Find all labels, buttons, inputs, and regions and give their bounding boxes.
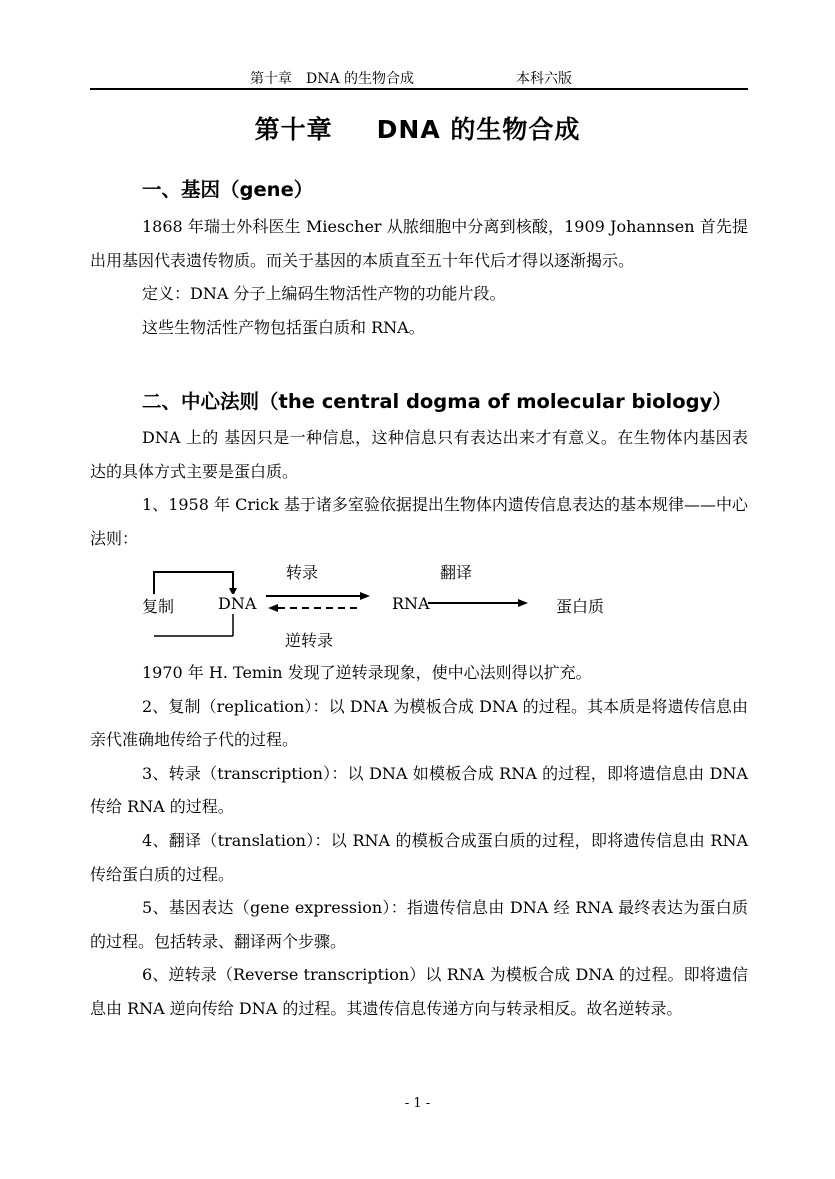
label-protein: 蛋白质 [556,597,605,616]
reverse-transcription-arrowhead [268,604,278,612]
section-body-central-dogma [90,656,748,1026]
label-rna: RNA [392,594,430,613]
section-heading-central-dogma: 二、中心法则（the central dogma of molecular biology） [142,390,732,413]
paragraph: DNA 上的 基因只是一种信息，这种信息只有表达出来才有意义。在生物体内基因表达的具体方式主要是蛋白质。 [90,428,748,481]
label-dna: DNA [218,594,257,613]
paragraph: 5、基因表达（gene expression）：指遗传信息由 DNA 经 RNA 最终表达为蛋白质的过程。包括转录、翻译两个步骤。 [90,898,748,951]
paragraph: 1970 年 H. Temin 发现了逆转录现象，使中心法则得以扩充。 [142,663,592,682]
paragraph: 1、1958 年 Crick 基于诸多室验依据提出生物体内遗传信息表达的基本规律——中心法则： [90,495,748,548]
chapter-number: 第十章 [254,115,333,144]
paragraph: 4、翻译（translation）：以 RNA 的模板合成蛋白质的过程，即将遗传信息由 RNA 传给蛋白质的过程。 [90,830,748,884]
label-translation: 翻译 [440,563,473,582]
label-transcription: 转录 [286,563,319,582]
paragraph: 6、逆转录（Reverse transcription）以 RNA 为模板合成 DNA 的过程。即将遗信息由 RNA 逆向传给 DNA 的过程。其遗传信息传递方向与转录相反。故名逆转录。 [90,965,748,1018]
paragraph: 3、转录（transcription）：以 DNA 如模板合成 RNA 的过程，即将遗信息由 DNA 传给 RNA 的过程。 [90,763,748,817]
section-body-gene [90,210,748,344]
label-replication: 复制 [142,594,174,617]
page-header [90,66,748,90]
paragraph: 2、复制（replication）：以 DNA 为模板合成 DNA 的过程。其本质是将遗传信息由亲代准确地传给子代的过程。 [90,696,748,750]
header-edition: 本科六版 [516,71,572,87]
section-body-central-dogma-intro [90,421,748,555]
paragraph: 定义：DNA 分子上编码生物活性产物的功能片段。 [142,284,506,304]
central-dogma-diagram [140,556,660,656]
header-chapter: 第十章 DNA 的生物合成 [250,71,415,87]
label-reverse-transcription: 逆转录 [285,631,334,650]
transcription-arrowhead [360,592,370,600]
chapter-title [0,110,835,146]
section-heading-gene: 一、基因（gene） [142,178,314,201]
translation-arrowhead [518,599,528,607]
page-number: - 1 - [404,1096,431,1111]
chapter-topic: DNA 的生物合成 [376,115,581,144]
paragraph: 1868 年瑞士外科医生 Miescher 从脓细胞中分离到核酸，1909 Johannsen 首先提出用基因代表遗传物质。而关于基因的本质直至五十年代后才得以逐渐揭示。 [90,217,748,270]
paragraph: 这些生物活性产物包括蛋白质和 RNA。 [142,317,425,337]
